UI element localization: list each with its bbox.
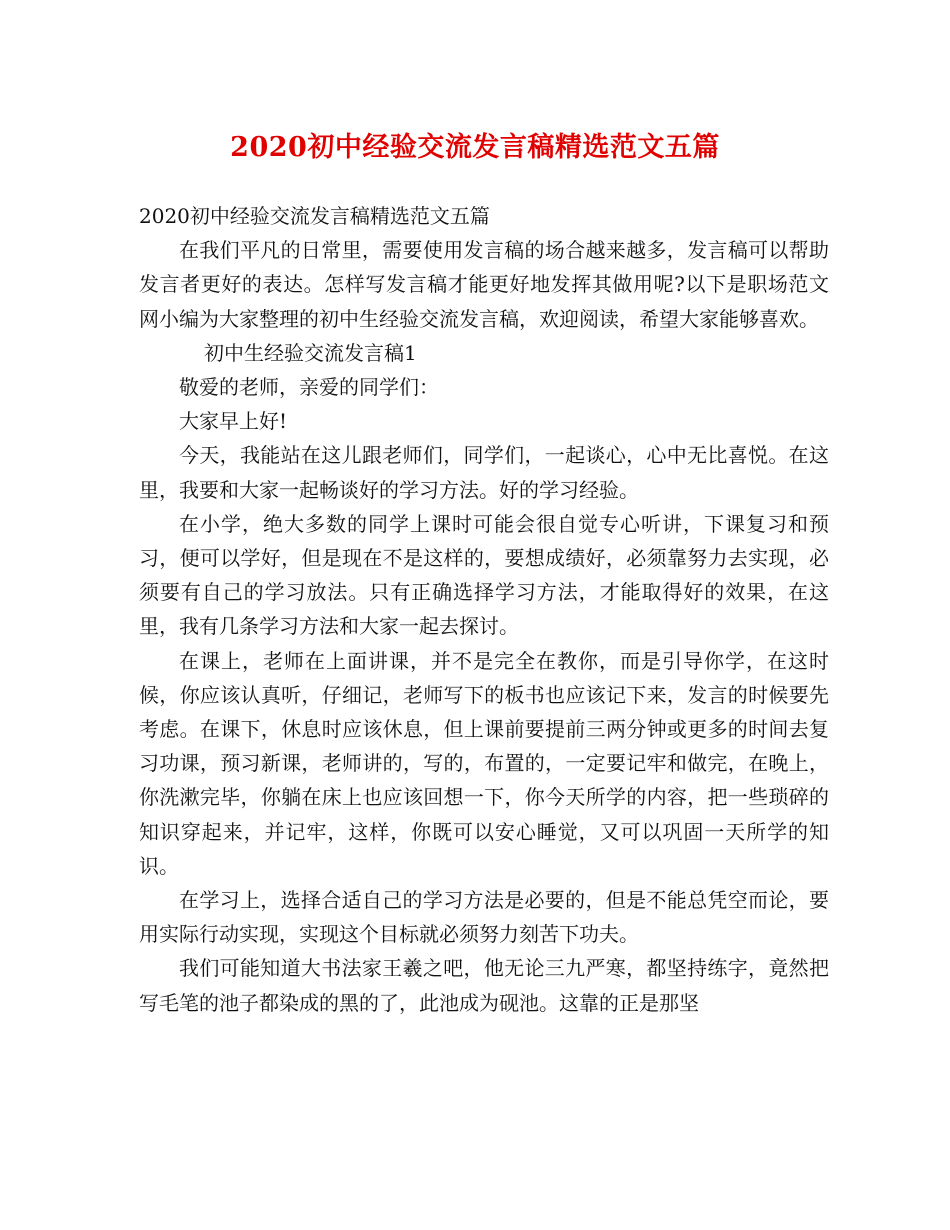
greeting: 大家早上好! <box>179 409 288 434</box>
salutation: 敬爱的老师，亲爱的同学们： <box>179 375 439 400</box>
intro-paragraph: 在我们平凡的日常里，需要使用发言稿的场合越来越多，发言稿可以帮助发言者更好的表达。怎样写发言稿才能更好地发挥其做用呢?以下是职场范文网小编为大家整理的初中生经验交流发言稿，欢迎阅读，希望大家能够喜欢。 <box>139 238 829 331</box>
body-paragraph: 在小学，绝大多数的同学上课时可能会很自觉专心听讲，下课复习和预习，便可以学好，但是现在不是这样的，要想成绩好，必须靠努力去实现，必须要有自己的学习放法。只有正确选择学习方法，才能取得好的效果，在这里，我有几条学习方法和大家一起去探讨。 <box>139 511 829 639</box>
body-paragraph: 我们可能知道大书法家王羲之吧，他无论三九严寒，都坚持练字，竟然把写毛笔的池子都染成的黑的了，此池成为砚池。这靠的正是那坚 <box>139 956 829 1015</box>
subtitle-line: 2020初中经验交流发言稿精选范文五篇 <box>139 204 490 228</box>
section-heading: 初中生经验交流发言稿1 <box>204 340 417 365</box>
body-paragraph: 今天，我能站在这儿跟老师们，同学们，一起谈心，心中无比喜悦。在这里，我要和大家一起畅谈好的学习方法。好的学习经验。 <box>139 443 829 502</box>
body-paragraph: 在课上，老师在上面讲课，并不是完全在教你，而是引导你学，在这时候，你应该认真听，仔细记，老师写下的板书也应该记下来，发言的时候要先考虑。在课下，休息时应该休息，但上课前要提前三两分钟或更多的时间去复习功课，预习新课，老师讲的，写的，布置的，一定要记牢和做完，在晚上，你洗漱完毕，你躺在床上也应该回想一下，你今天所学的内容，把一些琐碎的知识穿起来，并记牢，这样，你既可以安心睡觉，又可以巩固一天所学的知识。 <box>139 648 829 878</box>
document-title: 2020初中经验交流发言稿精选范文五篇 <box>230 132 720 163</box>
document-body <box>139 199 829 1020</box>
body-paragraph: 在学习上，选择合适自己的学习方法是必要的，但是不能总凭空而论，要用实际行动实现，实现这个目标就必须努力刻苦下功夫。 <box>139 888 829 947</box>
